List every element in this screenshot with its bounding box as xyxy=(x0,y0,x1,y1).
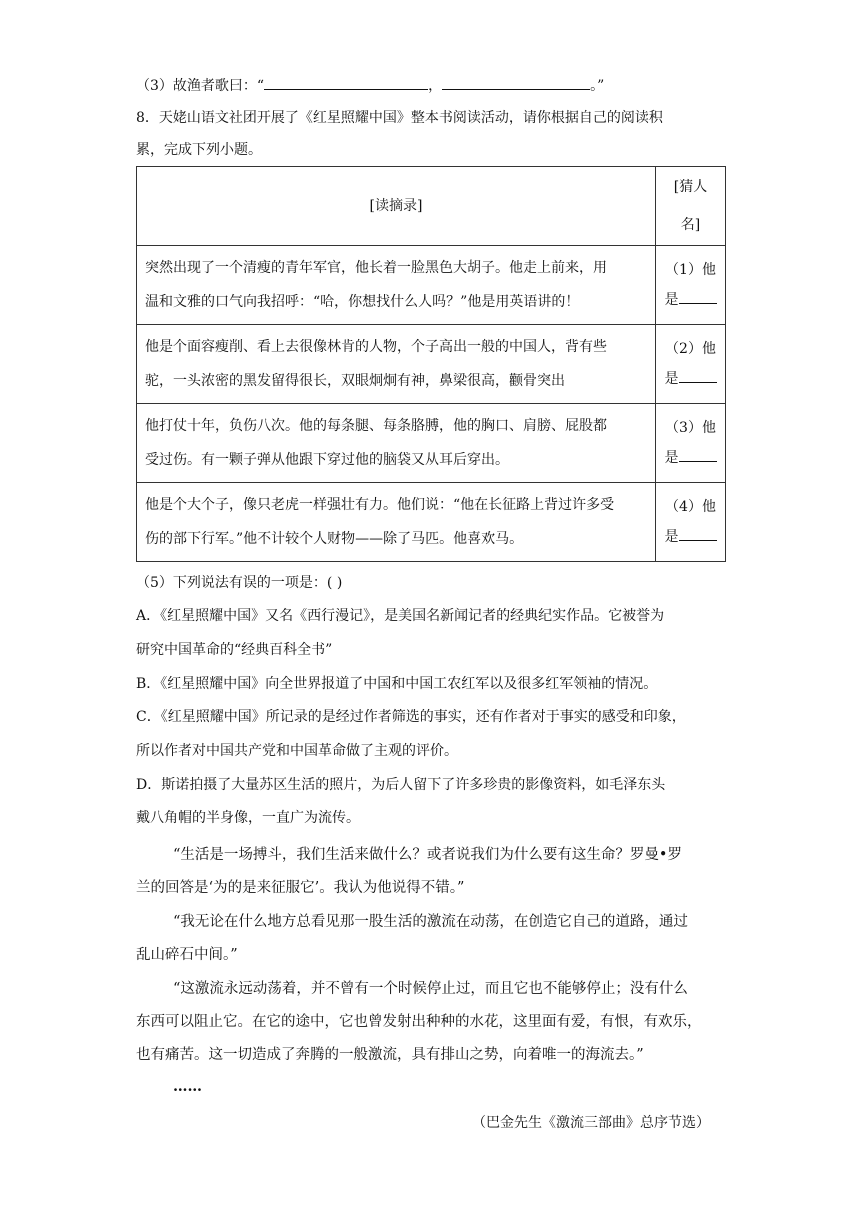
passage-paragraph-2-line-1: “我无论在什么地方总看见那一股生活的激流在动荡，在创造它自己的道路，通过 xyxy=(173,914,688,930)
answer-blank-2[interactable] xyxy=(442,74,590,90)
option-d-line-2: 戴八角帽的半身像，一直广为流传。 xyxy=(136,810,360,826)
guess-cell xyxy=(656,246,726,325)
table-row xyxy=(137,325,726,404)
passage-paragraph-3-line-1: “这激流永远动荡着，并不曾有一个时候停止过，而且它也不能够停止；没有什么 xyxy=(173,981,688,997)
header-excerpt: [读摘录] xyxy=(137,167,656,246)
passage-paragraph-1-line-1: “生活是一场搏斗，我们生活来做什么？或者说我们为什么要有这生命？罗曼•罗 xyxy=(173,847,682,863)
option-d-line-1: D．斯诺拍摄了大量苏区生活的照片，为后人留下了许多珍贵的影像资料，如毛泽东头 xyxy=(136,777,666,793)
excerpt-line: 突然出现了一个清瘦的青年军官，他长着一脸黑色大胡子。他走上前来，用 xyxy=(145,260,607,276)
guess-label: （3）他 xyxy=(665,420,716,436)
option-c-line-2: 所以作者对中国共产党和中国革命做了主观的评价。 xyxy=(136,743,458,759)
passage-paragraph-2-line-2: 乱山碎石中间。” xyxy=(136,947,238,963)
excerpt-line: 他是个大个子，像只老虎一样强壮有力。他们说：“他在长征路上背过许多受 xyxy=(145,497,615,513)
q3-suffix: 。” xyxy=(590,78,605,94)
excerpt-line: 他是个面容瘦削、看上去很像林肯的人物，个子高出一般的中国人，背有些 xyxy=(145,339,607,355)
option-a-line-2: 研究中国革命的“经典百科全书” xyxy=(136,642,333,658)
table-row xyxy=(137,246,726,325)
passage-ellipsis: …… xyxy=(173,1078,202,1095)
excerpt-line: 他打仗十年，负伤八次。他的每条腿、每条胳膊，他的胸口、肩膀、屁股都 xyxy=(145,418,607,434)
guess-label: 是 xyxy=(664,292,679,308)
question-3-line xyxy=(136,74,604,96)
passage-source: （巴金先生《激流三部曲》总序节选） xyxy=(472,1115,710,1131)
guess-label: 是 xyxy=(664,450,679,466)
guess-label: 是 xyxy=(664,529,679,545)
passage-paragraph-3-line-3: 也有痛苦。这一切造成了奔腾的一般激流，具有排山之势，向着唯一的海流去。” xyxy=(136,1047,644,1063)
guess-blank[interactable] xyxy=(679,368,717,383)
excerpt-cell xyxy=(137,246,656,325)
table-header-row xyxy=(137,167,726,246)
option-a-line-1: A．《红星照耀中国》又名《西行漫记》，是美国名新闻记者的经典纪实作品。它被誉为 xyxy=(136,608,665,624)
excerpt-line: 驼，一头浓密的黑发留得很长，双眼炯炯有神，鼻梁很高，颧骨突出 xyxy=(145,373,565,389)
q3-prefix: （3）故渔者歌曰：“ xyxy=(136,78,265,94)
guess-blank[interactable] xyxy=(679,526,717,541)
reading-table xyxy=(136,166,726,562)
excerpt-line: 受过伤。有一颗子弹从他跟下穿过他的脑袋又从耳后穿出。 xyxy=(145,452,509,468)
guess-cell xyxy=(656,325,726,404)
guess-cell xyxy=(656,483,726,562)
option-c-line-1: C．《红星照耀中国》所记录的是经过作者筛选的事实，还有作者对于事实的感受和印象， xyxy=(136,709,686,725)
guess-label: 是 xyxy=(664,371,679,387)
guess-cell xyxy=(656,404,726,483)
q3-separator: ， xyxy=(428,78,443,94)
answer-blank-1[interactable] xyxy=(264,74,428,90)
guess-label: （2）他 xyxy=(665,341,716,357)
header-guess xyxy=(656,167,726,246)
excerpt-cell xyxy=(137,325,656,404)
header-guess-line-1: [猜人 xyxy=(673,179,708,195)
excerpt-cell xyxy=(137,404,656,483)
guess-label: （4）他 xyxy=(665,499,716,515)
guess-blank[interactable] xyxy=(679,289,717,304)
excerpt-cell xyxy=(137,483,656,562)
table-row xyxy=(137,483,726,562)
option-b-line-1: B．《红星照耀中国》向全世界报道了中国和中国工农红军以及很多红军领袖的情况。 xyxy=(136,676,658,692)
question-8-line-1: 8．天姥山语文社团开展了《红星照耀中国》整本书阅读活动，请你根据自己的阅读积 xyxy=(136,110,663,126)
header-guess-line-2: 名] xyxy=(680,217,701,233)
excerpt-line: 伤的部下行军。”他不计较个人财物——除了马匹。他喜欢马。 xyxy=(145,531,524,547)
guess-label: （1）他 xyxy=(665,262,716,278)
table-row xyxy=(137,404,726,483)
excerpt-line: 温和文雅的口气向我招呼：“哈，你想找什么人吗？”他是用英语讲的！ xyxy=(145,294,580,310)
question-5-stem: （5）下列说法有误的一项是：( ) xyxy=(136,575,343,591)
passage-paragraph-3-line-2: 东西可以阻止它。在它的途中，它也曾发射出种种的水花，这里面有爱，有恨，有欢乐， xyxy=(136,1014,702,1030)
guess-blank[interactable] xyxy=(679,447,717,462)
question-8-line-2: 累，完成下列小题。 xyxy=(136,142,262,158)
passage-paragraph-1-line-2: 兰的回答是‘为的是来征服它’。我认为他说得不错。” xyxy=(136,880,465,896)
